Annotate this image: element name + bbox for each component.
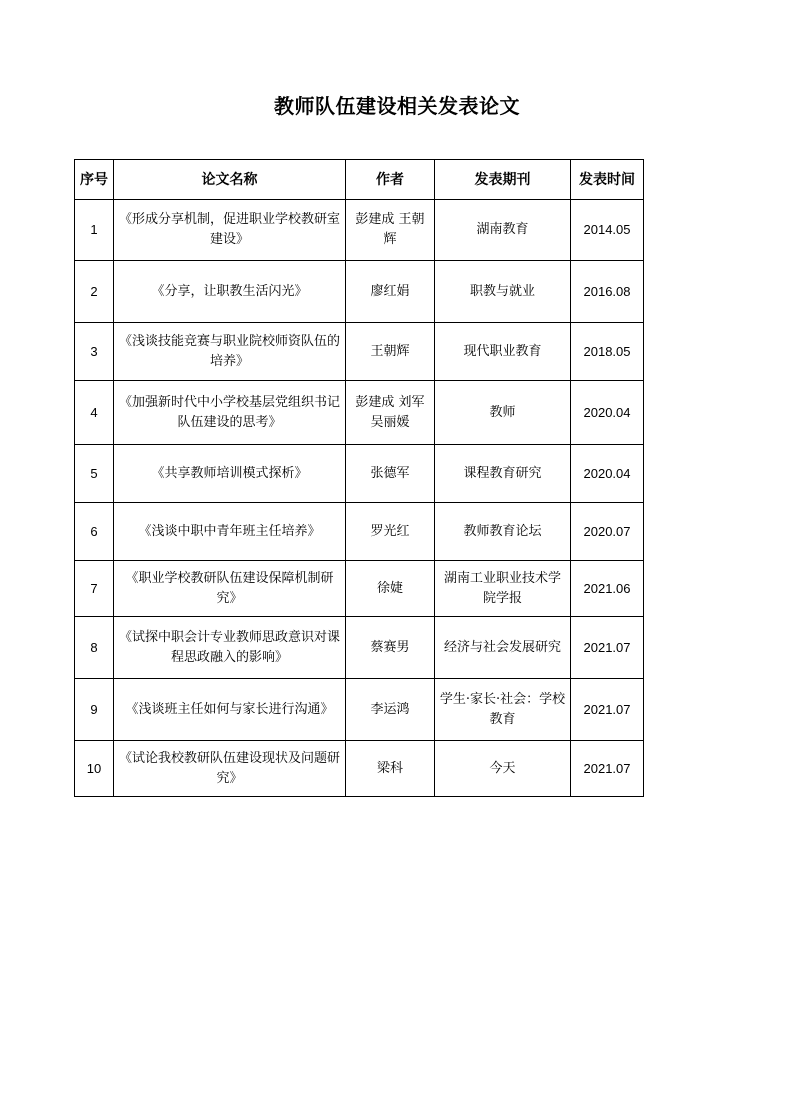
row-journal: 教师 — [435, 381, 571, 445]
row-date: 2021.07 — [571, 617, 644, 679]
row-author: 彭建成 刘军 吴丽媛 — [346, 381, 435, 445]
row-index: 9 — [75, 679, 114, 741]
row-date: 2014.05 — [571, 200, 644, 261]
row-journal: 职教与就业 — [435, 261, 571, 323]
row-journal: 课程教育研究 — [435, 445, 571, 503]
row-index: 2 — [75, 261, 114, 323]
row-paper-title: 《加强新时代中小学校基层党组织书记队伍建设的思考》 — [114, 381, 346, 445]
row-author: 李运鸿 — [346, 679, 435, 741]
row-date: 2016.08 — [571, 261, 644, 323]
header-author: 作者 — [346, 160, 435, 200]
row-author: 徐婕 — [346, 561, 435, 617]
table-header-row — [75, 160, 644, 200]
row-index: 8 — [75, 617, 114, 679]
row-date: 2021.06 — [571, 561, 644, 617]
table-row — [75, 679, 644, 741]
row-index: 5 — [75, 445, 114, 503]
row-paper-title: 《共享教师培训模式探析》 — [114, 445, 346, 503]
table-row — [75, 617, 644, 679]
row-paper-title: 《浅谈中职中青年班主任培养》 — [114, 503, 346, 561]
row-journal: 今天 — [435, 741, 571, 797]
row-author: 梁科 — [346, 741, 435, 797]
papers-table — [74, 159, 644, 797]
row-date: 2021.07 — [571, 679, 644, 741]
row-journal: 湖南工业职业技术学院学报 — [435, 561, 571, 617]
row-index: 10 — [75, 741, 114, 797]
row-journal: 经济与社会发展研究 — [435, 617, 571, 679]
row-index: 7 — [75, 561, 114, 617]
row-paper-title: 《分享，让职教生活闪光》 — [114, 261, 346, 323]
row-paper-title: 《职业学校教研队伍建设保障机制研究》 — [114, 561, 346, 617]
row-journal: 教师教育论坛 — [435, 503, 571, 561]
row-date: 2021.07 — [571, 741, 644, 797]
header-date: 发表时间 — [571, 160, 644, 200]
row-author: 张德军 — [346, 445, 435, 503]
row-author: 王朝辉 — [346, 323, 435, 381]
header-index: 序号 — [75, 160, 114, 200]
row-journal: 湖南教育 — [435, 200, 571, 261]
row-journal: 现代职业教育 — [435, 323, 571, 381]
row-author: 蔡赛男 — [346, 617, 435, 679]
row-author: 罗光红 — [346, 503, 435, 561]
row-index: 3 — [75, 323, 114, 381]
row-index: 6 — [75, 503, 114, 561]
row-paper-title: 《试论我校教研队伍建设现状及问题研究》 — [114, 741, 346, 797]
table-row — [75, 261, 644, 323]
header-journal: 发表期刊 — [435, 160, 571, 200]
row-paper-title: 《形成分享机制，促进职业学校教研室建设》 — [114, 200, 346, 261]
table-row — [75, 561, 644, 617]
table-row — [75, 741, 644, 797]
row-author: 彭建成 王朝辉 — [346, 200, 435, 261]
row-date: 2020.07 — [571, 503, 644, 561]
row-paper-title: 《浅谈技能竞赛与职业院校师资队伍的培养》 — [114, 323, 346, 381]
page-title: 教师队伍建设相关发表论文 — [274, 94, 520, 118]
row-author: 廖红娟 — [346, 261, 435, 323]
table-row — [75, 323, 644, 381]
table-row — [75, 445, 644, 503]
row-index: 1 — [75, 200, 114, 261]
table-row — [75, 200, 644, 261]
table-row — [75, 503, 644, 561]
row-date: 2020.04 — [571, 445, 644, 503]
row-date: 2018.05 — [571, 323, 644, 381]
table-row — [75, 381, 644, 445]
row-journal: 学生·家长·社会：学校教育 — [435, 679, 571, 741]
header-paper-title: 论文名称 — [114, 160, 346, 200]
row-paper-title: 《浅谈班主任如何与家长进行沟通》 — [114, 679, 346, 741]
row-paper-title: 《试探中职会计专业教师思政意识对课程思政融入的影响》 — [114, 617, 346, 679]
row-date: 2020.04 — [571, 381, 644, 445]
row-index: 4 — [75, 381, 114, 445]
